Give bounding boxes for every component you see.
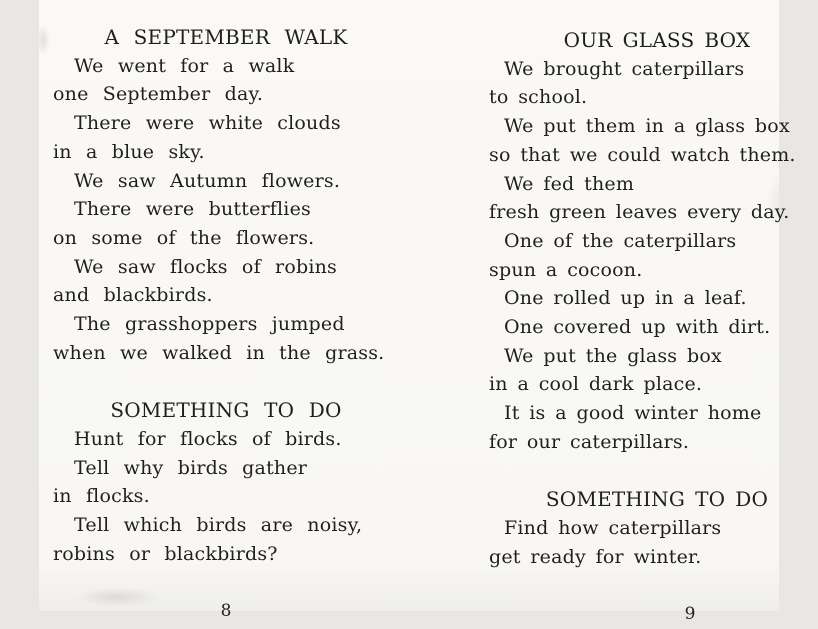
text-line: when we walked in the grass. xyxy=(53,341,385,364)
page-left xyxy=(53,23,399,626)
text-line: One rolled up in a leaf. xyxy=(504,287,747,310)
text-line: There were white clouds xyxy=(74,112,341,135)
text-line: fresh green leaves every day. xyxy=(489,201,790,224)
section xyxy=(489,26,796,457)
text-line: to school. xyxy=(489,86,588,109)
section-title: OUR GLASS BOX xyxy=(563,28,751,52)
text-line: Hunt for flocks of birds. xyxy=(74,427,342,450)
text-line: for our caterpillars. xyxy=(489,430,690,453)
text-line: on some of the flowers. xyxy=(53,226,315,249)
section xyxy=(53,23,399,367)
text-line: We fed them xyxy=(504,172,635,195)
page-right xyxy=(489,26,796,629)
text-line: get ready for winter. xyxy=(489,545,702,568)
text-line: Tell why birds gather xyxy=(74,456,308,479)
text-line: Find how caterpillars xyxy=(504,516,722,539)
text-line: One covered up with dirt. xyxy=(504,316,771,339)
text-line: We saw flocks of robins xyxy=(74,255,337,278)
text-line: We saw Autumn flowers. xyxy=(74,169,341,192)
text-line: so that we could watch them. xyxy=(489,143,796,166)
section xyxy=(489,485,771,571)
section-title: SOMETHING TO DO xyxy=(545,487,769,512)
text-line: We put them in a glass box xyxy=(504,115,790,138)
text-line: One of the caterpillars xyxy=(504,229,737,252)
text-line: one September day. xyxy=(53,83,264,106)
book-spread xyxy=(39,0,796,625)
text-line: Tell which birds are noisy, xyxy=(74,513,363,536)
section-title: SOMETHING TO DO xyxy=(110,398,342,423)
text-line: in a cool dark place. xyxy=(489,373,703,396)
text-line: in a blue sky. xyxy=(53,140,205,163)
text-line: spun a cocoon. xyxy=(489,258,643,281)
text-line: The grasshoppers jumped xyxy=(74,313,345,336)
page-number: 8 xyxy=(220,601,232,622)
text-line: robins or blackbirds? xyxy=(53,542,278,565)
text-line: We brought caterpillars xyxy=(504,57,745,80)
text-line: We went for a walk xyxy=(74,54,295,77)
text-line: We put the glass box xyxy=(504,344,722,367)
section-title: A SEPTEMBER WALK xyxy=(104,25,348,49)
text-line: and blackbirds. xyxy=(53,284,213,307)
text-line: There were butterflies xyxy=(74,198,311,221)
section xyxy=(53,396,399,568)
page-number: 9 xyxy=(684,604,696,625)
text-line: in flocks. xyxy=(53,485,150,508)
text-line: It is a good winter home xyxy=(504,402,762,425)
